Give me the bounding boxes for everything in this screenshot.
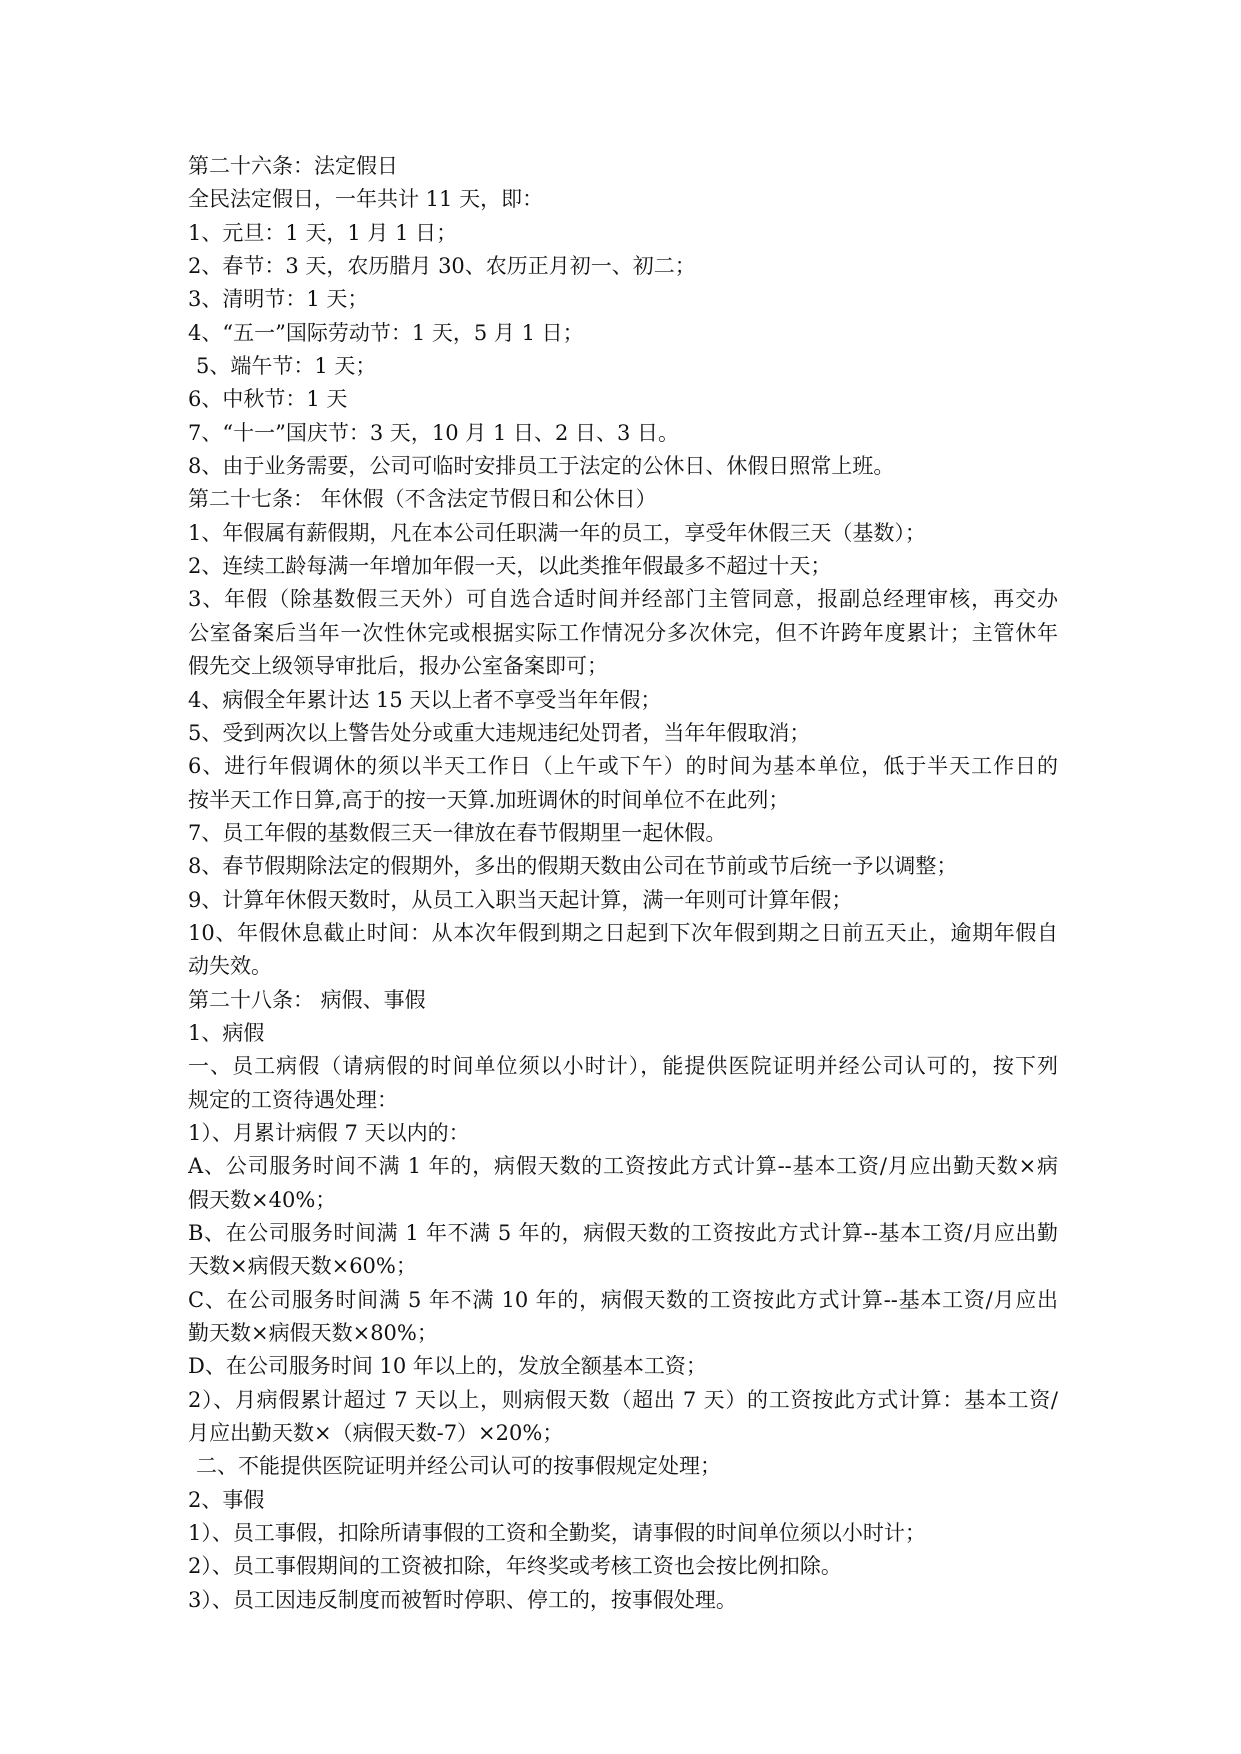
paragraph-line: C、在公司服务时间满 5 年不满 10 年的，病假天数的工资按此方式计算--基本工资/月应出 [188, 1287, 1058, 1312]
list-item: 8、春节假期除法定的假期外，多出的假期天数由公司在节前或节后统一予以调整； [188, 854, 958, 879]
paragraph-line: 10、年假休息截止时间：从本次年假到期之日起到下次年假到期之日前五天止，逾期年假自 [188, 920, 1058, 945]
list-item: 3）、员工因违反制度而被暂时停职、停工的，按事假处理。 [188, 1587, 737, 1612]
section-heading: 2、事假 [188, 1487, 265, 1512]
paragraph-line: 3、年假（除基数假三天外）可自选合适时间并经部门主管同意，报副总经理审核，再交办 [188, 587, 1058, 612]
list-item: 9、计算年休假天数时，从员工入职当天起计算，满一年则可计算年假； [188, 887, 853, 912]
list-item: 4、“五一”国际劳动节：1 天，5 月 1 日； [188, 320, 584, 345]
list-item: 1、年假属有薪假期，凡在本公司任职满一年的员工，享受年休假三天（基数）； [188, 520, 926, 545]
paragraph-line: 全民法定假日，一年共计 11 天，即： [188, 187, 544, 212]
paragraph-line: 天数×病假天数×60%； [188, 1254, 417, 1279]
list-item: 二、不能提供医院证明并经公司认可的按事假规定处理； [196, 1454, 721, 1479]
article-28-heading: 第二十八条： 病假、事假 [188, 987, 426, 1012]
document-page [188, 150, 1058, 1617]
list-item: 1）、员工事假，扣除所请事假的工资和全勤奖，请事假的时间单位须以小时计； [188, 1521, 926, 1546]
paragraph-line: 月应出勤天数×（病假天数-7）×20%； [188, 1421, 564, 1446]
paragraph-line: 2）、月病假累计超过 7 天以上，则病假天数（超出 7 天）的工资按此方式计算：基本工资/ [188, 1387, 1058, 1412]
list-item: 6、中秋节：1 天 [188, 387, 348, 412]
list-item: D、在公司服务时间 10 年以上的，发放全额基本工资； [188, 1354, 707, 1379]
paragraph-line: B、在公司服务时间满 1 年不满 5 年的，病假天数的工资按此方式计算--基本工资/月应出勤 [188, 1221, 1058, 1245]
paragraph-line: 6、进行年假调休的须以半天工作日（上午或下午）的时间为基本单位，低于半天工作日的 [188, 754, 1058, 779]
paragraph-line: 假天数×40%； [188, 1187, 337, 1212]
paragraph-line: 勤天数×病假天数×80%； [188, 1321, 438, 1346]
paragraph-line: 规定的工资待遇处理： [188, 1087, 398, 1112]
article-27-heading: 第二十七条： 年休假（不含法定节假日和公休日） [188, 487, 657, 512]
section-heading: 1、病假 [188, 1020, 265, 1045]
list-item: 3、清明节：1 天； [188, 287, 369, 312]
paragraph-line: 假先交上级领导审批后，报办公室备案即可； [188, 654, 608, 679]
list-item: 5、受到两次以上警告处分或重大违规违纪处罚者，当年年假取消； [188, 720, 811, 745]
list-item: 7、员工年假的基数假三天一律放在春节假期里一起休假。 [188, 820, 727, 845]
list-item: 5、端午节：1 天； [196, 354, 377, 379]
list-item: 2、连续工龄每满一年增加年假一天，以此类推年假最多不超过十天； [188, 554, 832, 579]
list-item: 1、元旦：1 天，1 月 1 日； [188, 220, 458, 245]
paragraph-line: 动失效。 [188, 954, 272, 979]
paragraph-line: A、公司服务时间不满 1 年的，病假天数的工资按此方式计算--基本工资/月应出勤天数×病 [188, 1154, 1058, 1179]
list-item: 2、春节：3 天，农历腊月 30、农历正月初一、初二； [188, 254, 696, 279]
list-item: 7、“十一”国庆节：3 天，10 月 1 日、2 日、3 日。 [188, 420, 680, 445]
list-item: 1）、月累计病假 7 天以内的： [188, 1120, 470, 1145]
list-item: 2）、员工事假期间的工资被扣除，年终奖或考核工资也会按比例扣除。 [188, 1554, 842, 1579]
list-item: 8、由于业务需要，公司可临时安排员工于法定的公休日、休假日照常上班。 [188, 454, 895, 479]
list-item: 4、病假全年累计达 15 天以上者不享受当年年假； [188, 687, 662, 712]
article-26-heading: 第二十六条：法定假日 [188, 154, 398, 178]
paragraph-line: 公室备案后当年一次性休完或根据实际工作情况分多次休完，但不许跨年度累计；主管休年 [188, 620, 1058, 645]
paragraph-line: 按半天工作日算,高于的按一天算.加班调休的时间单位不在此列； [188, 787, 790, 812]
paragraph-line: 一、员工病假（请病假的时间单位须以小时计），能提供医院证明并经公司认可的，按下列 [188, 1054, 1058, 1079]
